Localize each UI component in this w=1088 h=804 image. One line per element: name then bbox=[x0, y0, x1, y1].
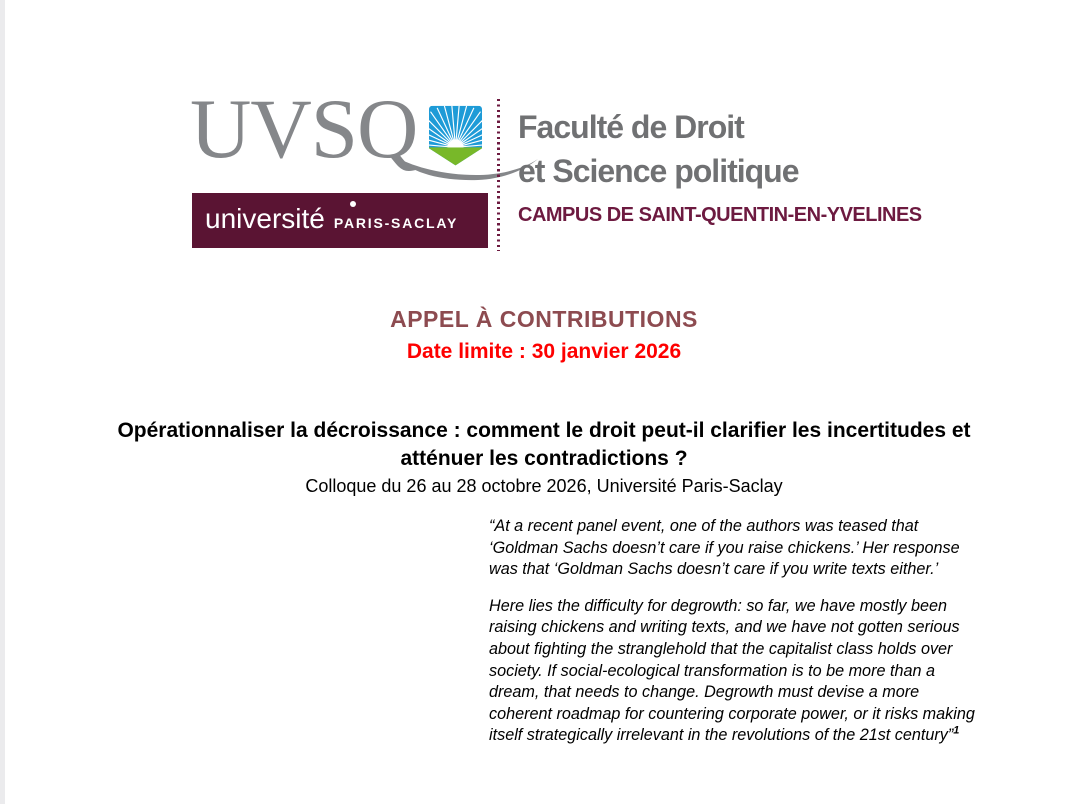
event-title: Opérationnaliser la décroissance : comment le droit peut-il clarifier les incertitudes et atténuer les contradictions ? bbox=[117, 419, 971, 470]
uvsq-sunrise-shield-icon bbox=[429, 104, 482, 168]
uvsq-wordmark: UVSQ bbox=[190, 82, 418, 176]
faculty-block bbox=[518, 105, 922, 227]
banner-accent-dot-icon bbox=[350, 201, 356, 207]
event-subtitle: Colloque du 26 au 28 octobre 2026, Université Paris-Saclay bbox=[305, 476, 783, 496]
header-divider bbox=[497, 99, 500, 251]
banner-universite-label: université bbox=[205, 203, 325, 234]
quote-paragraph-2-text: Here lies the difficulty for degrowth: so far, we have mostly been raising chickens and writing texts, and we have not gotten serious about fighting the stranglehold that the capitalist class holds over society. If social-ecological transformation is to be more than a dream, that needs to change. Degrowth must devise a more coherent roadmap for countering corporate power, or it risks making itself strategically irrelevant in the revolutions of the 21st century” bbox=[489, 596, 975, 745]
deadline-date: Date limite : 30 janvier 2026 bbox=[406, 340, 682, 363]
faculty-name-line-2: et Science politique bbox=[518, 153, 799, 189]
quote-paragraph-1: “At a recent panel event, one of the authors was teased that ‘Goldman Sachs doesn’t care if you raise chickens.’ Her response was that ‘Goldman Sachs doesn’t care if you write texts either.’ bbox=[489, 517, 960, 579]
epigraph-quote bbox=[489, 516, 977, 747]
quote-paragraph-2 bbox=[489, 596, 977, 747]
campus-label: CAMPUS DE SAINT-QUENTIN-EN-YVELINES bbox=[518, 204, 922, 226]
footnote-marker: 1 bbox=[953, 724, 960, 737]
call-heading: APPEL À CONTRIBUTIONS bbox=[390, 306, 698, 332]
faculty-name-line-1: Faculté de Droit bbox=[518, 109, 744, 145]
paris-saclay-banner bbox=[192, 193, 488, 248]
page-edge-strip bbox=[0, 0, 5, 804]
banner-paris-saclay-label: PARIS-SACLAY bbox=[333, 215, 459, 231]
